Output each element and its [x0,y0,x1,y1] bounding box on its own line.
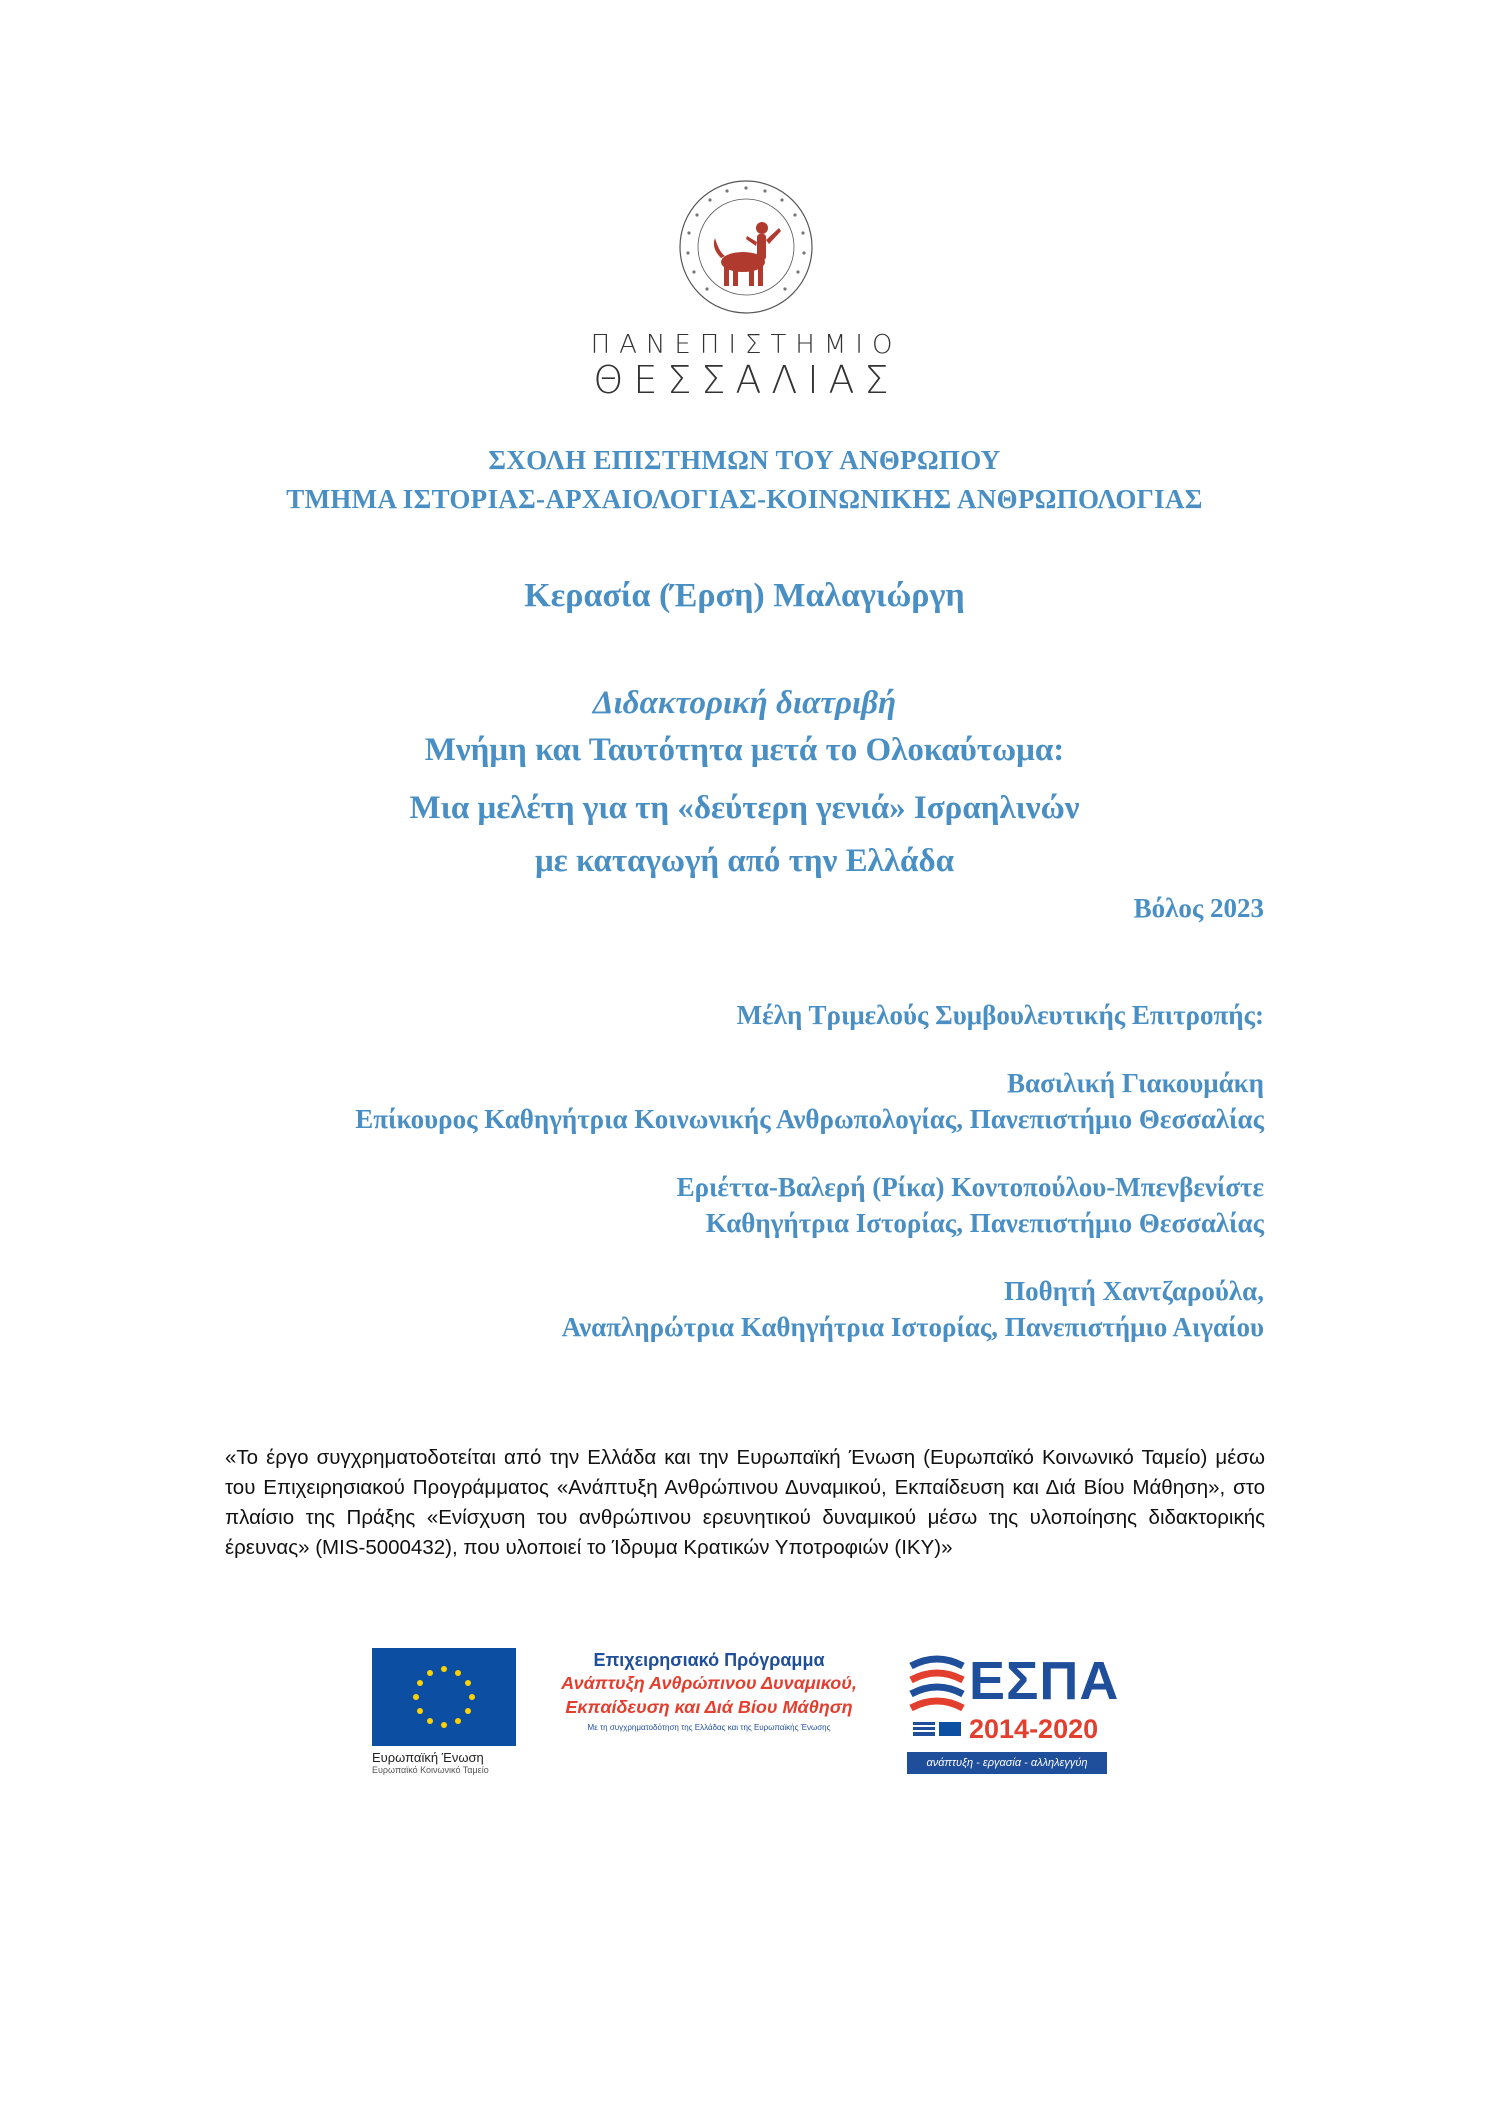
espa-years: 2014-2020 [969,1714,1099,1744]
school-name: ΣΧΟΛΗ ΕΠΙΣΤΗΜΩΝ ΤΟΥ ΑΝΘΡΩΠΟΥ [488,445,1001,475]
espa-logo [907,1648,1120,1778]
operational-programme-logo [524,1648,894,1778]
department-name: ΤΜΗΜΑ ΙΣΤΟΡΙΑΣ-ΑΡΧΑΙΟΛΟΓΙΑΣ-ΚΟΙΝΩΝΙΚΗΣ ΑΝΘΡΩΠΟΛΟΓΙΑΣ [286,484,1203,514]
espa-word: ΕΣΠΑ [969,1651,1120,1711]
op-name-line1: Ανάπτυξη Ανθρώπινου Δυναμικού, [561,1673,857,1693]
university-logo [586,178,906,400]
committee-heading: Μέλη Τριμελούς Συμβουλευτικής Επιτροπής: [736,1000,1264,1030]
espa-waves-icon [907,1648,967,1746]
eu-sublabel: Ευρωπαϊκό Κοινωνικό Ταμείο [372,1765,489,1775]
centaur-seal-icon [677,178,815,316]
thesis-title-line2: Μια μελέτη για τη «δεύτερη γενιά» Ισραηλινών [409,790,1080,826]
author-name: Κερασία (Έρση) Μαλαγιώργη [524,577,965,614]
eu-logo [372,1648,520,1778]
funding-logos [372,1648,1122,1778]
committee-member-role: Επίκουρος Καθηγήτρια Κοινωνικής Ανθρωπολογίας, Πανεπιστήμιο Θεσσαλίας [355,1104,1264,1134]
eu-label: Ευρωπαϊκή Ένωση [372,1750,484,1765]
university-name-line2: ΘΕΣΣΑΛΙΑΣ [593,358,899,402]
espa-slogan: ανάπτυξη - εργασία - αλληλεγγύη [907,1752,1107,1774]
thesis-title-line1: Μνήμη και Ταυτότητα μετά το Ολοκαύτωμα: [424,732,1065,768]
university-name-line1: ΠΑΝΕΠΙΣΤΗΜΙΟ [590,330,902,360]
op-heading: Επιχειρησιακό Πρόγραμμα [593,1650,825,1670]
committee-member-role: Αναπληρώτρια Καθηγήτρια Ιστορίας, Πανεπιστήμιο Αιγαίου [561,1312,1264,1342]
place-year: Βόλος 2023 [1133,893,1264,923]
document-type: Διδακτορική διατριβή [592,685,897,721]
committee-member-name: Βασιλική Γιακουμάκη [1007,1068,1264,1098]
committee-member-name: Ποθητή Χαντζαρούλα, [1004,1276,1264,1306]
committee-member-name: Εριέττα-Βαλερή (Ρίκα) Κοντοπούλου-Μπενβενίστε [676,1172,1264,1202]
funding-statement: «Το έργο συγχρηματοδοτείται από την Ελλάδα και την Ευρωπαϊκή Ένωση (Ευρωπαϊκό Κοινωνικό Ταμείο) μέσω του Επιχειρησιακού Προγράμματος «Ανάπτυξη Ανθρώπινου Δυναμικού, Εκπαίδευση και Διά Βίου Μάθηση», στο πλαίσιο της Πράξης «Ενίσχυση του ανθρώπινου ερευνητικού δυναμικού μέσω της υλοποίησης διδακτορικής έρευνας» (MIS-5000432), που υλοποιεί το Ίδρυμα Κρατικών Υποτροφιών (ΙΚΥ)» [225,1446,1265,1559]
eu-flag-icon [372,1648,516,1746]
thesis-title-line3: με καταγωγή από την Ελλάδα [534,843,955,879]
committee-member-role: Καθηγήτρια Ιστορίας, Πανεπιστήμιο Θεσσαλίας [705,1208,1264,1238]
op-name-line2: Εκπαίδευση και Διά Βίου Μάθηση [565,1697,853,1717]
op-note: Με τη συγχρηματοδότηση της Ελλάδας και της Ευρωπαϊκής Ένωσης [587,1723,831,1732]
